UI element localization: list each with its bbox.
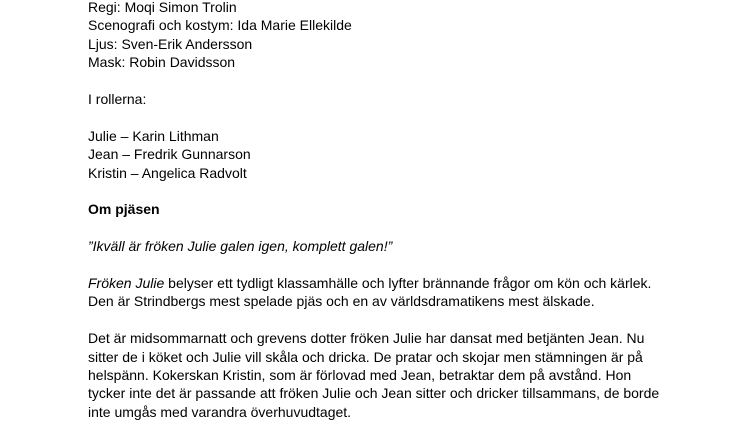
spacer	[88, 219, 708, 237]
spacer	[88, 182, 708, 200]
play-title: Fröken Julie	[88, 275, 165, 292]
paragraph-1-line-1-text: belyser ett tydligt klassamhälle och lyfter brännande frågor om kön och kärlek.	[164, 275, 652, 292]
credit-line-lighting: Ljus: Sven-Erik Andersson	[88, 35, 253, 52]
role-line-julie: Julie – Karin Lithman	[88, 127, 219, 144]
role-line-kristin: Kristin – Angelica Radvolt	[88, 164, 247, 181]
paragraph-1-line-2: Den är Strindbergs mest spelade pjäs och en av världsdramatikens mest älskade.	[88, 293, 595, 310]
credit-line-director: Regi: Moqi Simon Trolin	[88, 0, 237, 15]
paragraph-2-line-2: sitter de i köket och Julie vill skåla och dricka. De pratar och skojar men stämningen är på	[88, 348, 643, 365]
paragraph-2-line-1: Det är midsommarnatt och grevens dotter fröken Julie har dansat med betjänten Jean. Nu	[88, 330, 645, 347]
spacer	[88, 311, 708, 329]
credit-line-scenography: Scenografi och kostym: Ida Marie Ellekilde	[88, 17, 352, 34]
spacer	[88, 72, 708, 90]
section-heading: Om pjäsen	[88, 201, 160, 218]
roles-heading: I rollerna:	[88, 91, 147, 108]
role-line-jean: Jean – Fredrik Gunnarson	[88, 146, 251, 163]
paragraph-2-line-3: helspänn. Kokerskan Kristin, som är förlovad med Jean, betraktar dem på avstånd. Hon	[88, 367, 632, 384]
paragraph-2-line-5: inte umgås med varandra överhuvudtaget.	[88, 403, 352, 420]
document-page	[88, 0, 708, 421]
spacer	[88, 256, 708, 274]
paragraph-2-line-4: tycker inte det är passande att fröken Julie och Jean sitter och dricker tillsammans, de borde	[88, 385, 660, 402]
quote-line: ”Ikväll är fröken Julie galen igen, komplett galen!”	[88, 238, 393, 255]
paragraph-1-line-1	[88, 274, 708, 292]
credit-line-makeup: Mask: Robin Davidsson	[88, 54, 236, 71]
spacer	[88, 108, 708, 126]
